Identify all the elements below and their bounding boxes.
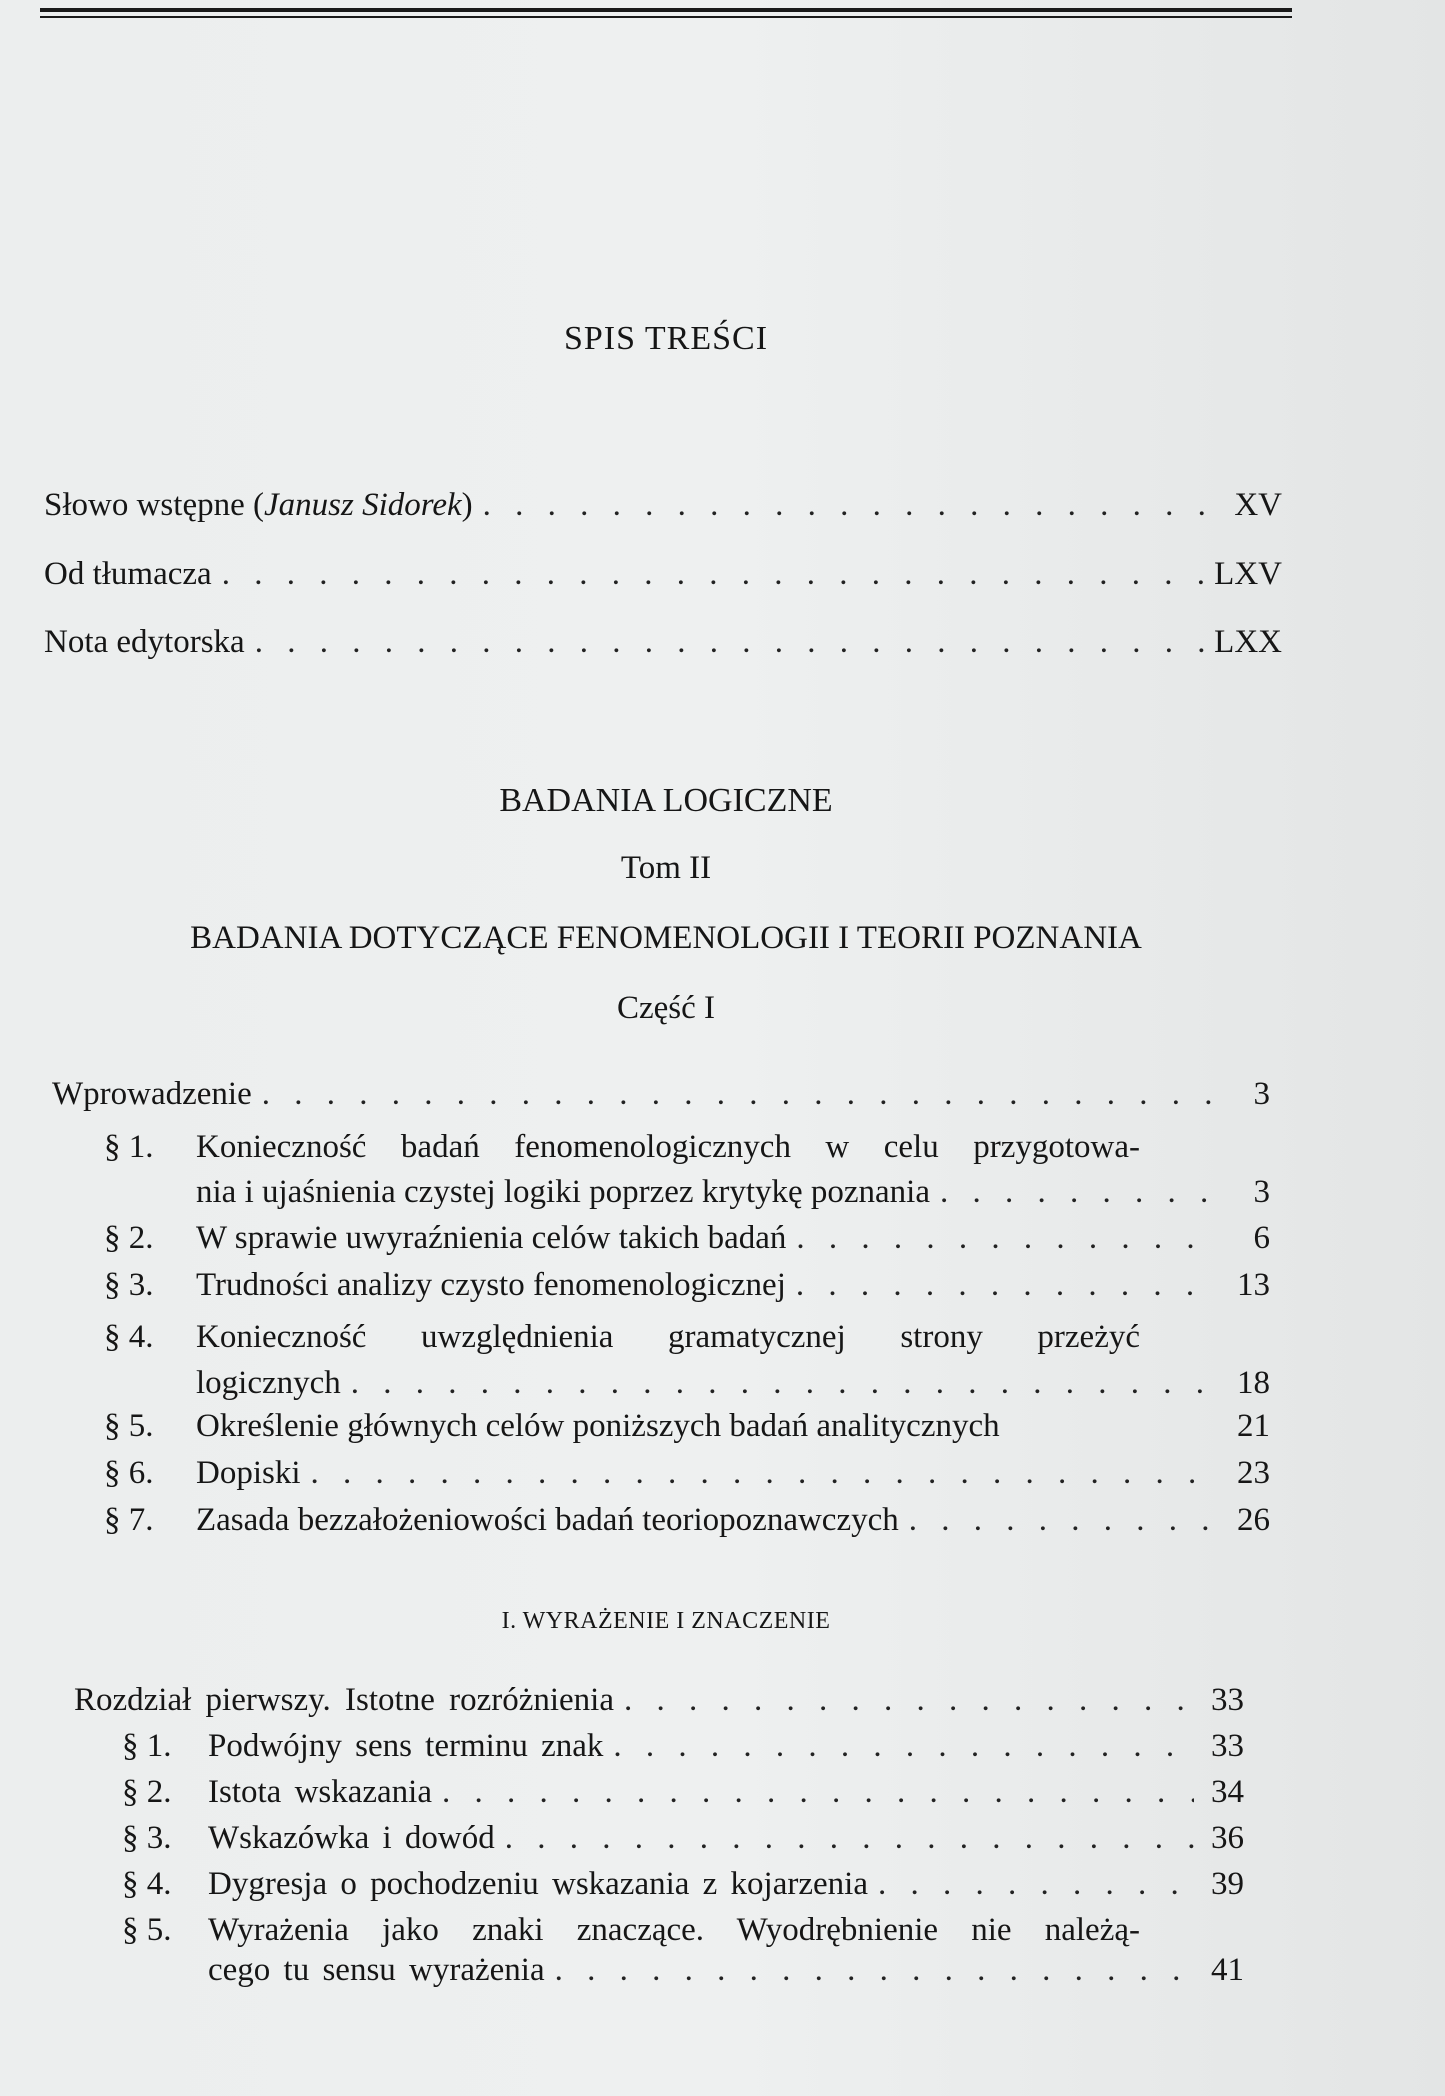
toc-entry-foreword[interactable] xyxy=(44,485,1282,525)
section-number: § 4. xyxy=(104,1319,154,1355)
section-number: § 6. xyxy=(104,1455,154,1491)
toc-entry-editorial-note[interactable] xyxy=(44,622,1282,662)
section-number: § 1. xyxy=(122,1728,172,1764)
section-number: § 1. xyxy=(104,1129,154,1165)
top-rule-thick xyxy=(40,8,1292,12)
section-number: § 5. xyxy=(104,1408,154,1444)
entry-title: Wprowadzenie xyxy=(52,1076,252,1112)
section-title-line: Określenie głównych celów poniższych badań analitycznych xyxy=(196,1408,1000,1444)
work-title: BADANIA LOGICZNE xyxy=(499,782,833,819)
page-number: 34 xyxy=(1211,1774,1244,1810)
section-title-line[interactable]: Wyrażenia jako znaki znaczące. Wyodrębnienie nie należą- xyxy=(208,1912,1140,1948)
entry-title: Nota edytorska xyxy=(44,624,245,660)
section-title-line: Zasada bezzałożeniowości badań teoriopoznawczych xyxy=(196,1502,899,1538)
dot-leader xyxy=(555,1950,1194,1990)
toc-entry-intro-s2[interactable] xyxy=(196,1218,1270,1258)
entry-title: Od tłumacza xyxy=(44,556,212,592)
toc-entry-intro-s5[interactable] xyxy=(196,1406,1270,1446)
page-number: 13 xyxy=(1237,1267,1270,1303)
dot-leader xyxy=(796,1265,1220,1305)
foreword-title: Słowo wstępne (Janusz Sidorek) xyxy=(44,487,473,523)
toc-entry-introduction[interactable] xyxy=(52,1074,1270,1114)
toc-entry-ch1-s2[interactable] xyxy=(208,1772,1244,1812)
section-title-line: Dygresja o pochodzeniu wskazania z kojarzenia xyxy=(208,1866,868,1902)
section-title-line: cego tu sensu wyrażenia xyxy=(208,1952,545,1988)
toc-entry-ch1-s4[interactable] xyxy=(208,1864,1244,1904)
dot-leader xyxy=(505,1818,1194,1858)
section-number: § 7. xyxy=(104,1502,154,1538)
dot-leader xyxy=(442,1772,1194,1812)
section-number: § 3. xyxy=(104,1267,154,1303)
toc-entry-chapter-1[interactable] xyxy=(74,1680,1244,1720)
toc-entry-ch1-s3[interactable] xyxy=(208,1818,1244,1858)
section-number: § 3. xyxy=(122,1820,172,1856)
page-number: 33 xyxy=(1211,1728,1244,1764)
toc-entry-intro-s1[interactable] xyxy=(196,1172,1270,1212)
section-number: § 5. xyxy=(122,1912,172,1948)
dot-leader xyxy=(940,1172,1220,1212)
toc-entry-intro-s7[interactable] xyxy=(196,1500,1270,1540)
dot-leader xyxy=(311,1453,1220,1493)
part-label: Część I xyxy=(616,990,716,1026)
dot-leader xyxy=(909,1500,1220,1540)
toc-entry-intro-s3[interactable] xyxy=(196,1265,1270,1305)
page-number: 3 xyxy=(1253,1076,1270,1112)
page-number: 6 xyxy=(1253,1220,1270,1256)
section-title-line: Dopiski xyxy=(196,1455,301,1491)
page-number: 33 xyxy=(1211,1682,1244,1718)
dot-leader xyxy=(796,1218,1220,1258)
page-number: LXV xyxy=(1214,556,1282,592)
section-title-line: Trudności analizy czysto fenomenologicznej xyxy=(196,1267,786,1303)
toc-entry-intro-s4[interactable] xyxy=(196,1363,1270,1403)
page-number: XV xyxy=(1234,487,1282,523)
dot-leader xyxy=(222,554,1204,594)
dot-leader xyxy=(483,485,1225,525)
section-title-line: logicznych xyxy=(196,1365,341,1401)
dot-leader xyxy=(262,1074,1220,1114)
toc-entry-intro-s6[interactable] xyxy=(196,1453,1270,1493)
section-title-line: Istota wskazania xyxy=(208,1774,432,1810)
page-number: 36 xyxy=(1211,1820,1244,1856)
toc-entry-translator[interactable] xyxy=(44,554,1282,594)
toc-entry-ch1-s1[interactable] xyxy=(208,1726,1244,1766)
dot-leader xyxy=(624,1680,1194,1720)
volume-title: BADANIA DOTYCZĄCE FENOMENOLOGII I TEORII POZNANIA xyxy=(190,920,1142,956)
toc-entry-ch1-s5[interactable] xyxy=(208,1950,1244,1990)
section-title-line[interactable]: Konieczność uwzględnienia gramatycznej strony przeżyć xyxy=(196,1319,1140,1355)
entry-title: Rozdział pierwszy. Istotne rozróżnienia xyxy=(74,1682,614,1718)
page-number: 21 xyxy=(1237,1408,1270,1444)
dot-leader xyxy=(255,622,1204,662)
page-number: 18 xyxy=(1237,1365,1270,1401)
section-title-line[interactable]: Konieczność badań fenomenologicznych w celu przygotowa- xyxy=(196,1129,1140,1165)
section-title-line: W sprawie uwyraźnienia celów takich badań xyxy=(196,1220,787,1256)
section-title-line: nia i ujaśnienia czystej logiki poprzez krytykę poznania xyxy=(196,1174,930,1210)
volume-label: Tom II xyxy=(620,850,712,886)
toc-title: SPIS TREŚCI xyxy=(563,320,769,357)
page-number: 23 xyxy=(1237,1455,1270,1491)
page-number: 39 xyxy=(1211,1866,1244,1902)
page-number: 3 xyxy=(1253,1174,1270,1210)
section-title-line: Podwójny sens terminu znak xyxy=(208,1728,604,1764)
dot-leader xyxy=(613,1726,1194,1766)
page-number: 26 xyxy=(1237,1502,1270,1538)
page-number: 41 xyxy=(1211,1952,1244,1988)
section-title-line: Wskazówka i dowód xyxy=(208,1820,495,1856)
dot-leader xyxy=(351,1363,1220,1403)
top-rule-thin xyxy=(40,16,1292,18)
investigation-title: I. WYRAŻENIE I ZNACZENIE xyxy=(501,1608,831,1634)
section-number: § 4. xyxy=(122,1866,172,1902)
dot-leader xyxy=(878,1864,1194,1904)
section-number: § 2. xyxy=(104,1220,154,1256)
section-number: § 2. xyxy=(122,1774,172,1810)
page-number: LXX xyxy=(1214,624,1282,660)
